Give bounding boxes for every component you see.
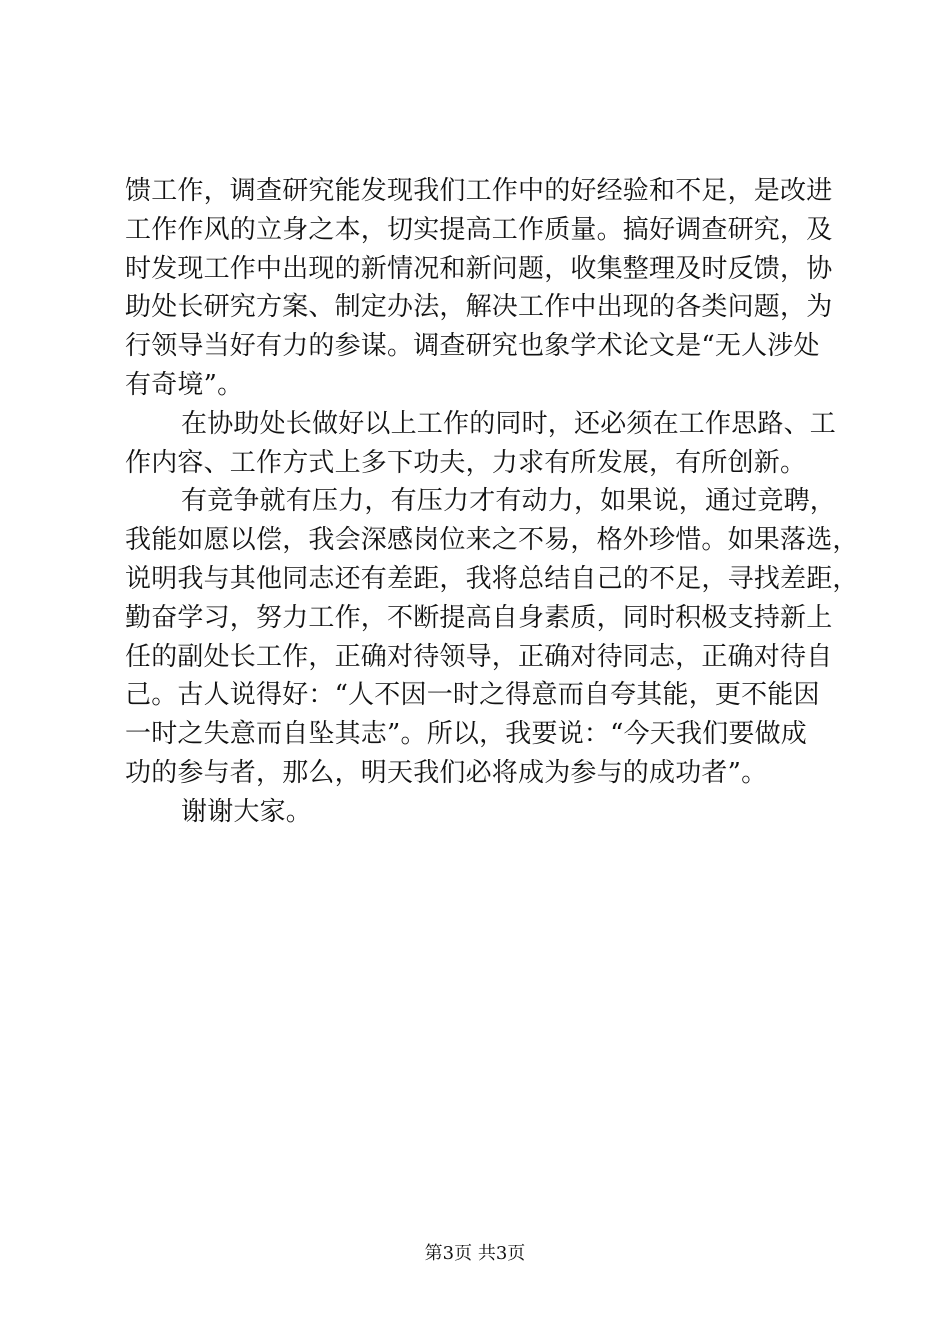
text-line: 一时之失意而自坠其志”。所以，我要说：“今天我们要做成 [125,719,807,750]
text-line: 工作作风的立身之本，切实提高工作质量。搞好调查研究，及 [125,214,833,245]
text-line: 行领导当好有力的参谋。调查研究也象学术论文是“无人涉处 [125,331,820,362]
text-line: 任的副处长工作，正确对待领导，正确对待同志，正确对待自 [125,641,833,672]
document-body [125,172,859,832]
text-line: 我能如愿以偿，我会深感岗位来之不易，格外珍惜。如果落选， [125,525,859,556]
text-line: 助处长研究方案、制定办法，解决工作中出现的各类问题，为 [125,292,833,323]
closing-line: 谢谢大家。 [181,796,313,827]
page-number-footer: 第3页 共3页 [424,1243,526,1264]
text-line: 功的参与者，那么，明天我们必将成为参与的成功者”。 [125,757,768,788]
text-line: 己。古人说得好：“人不因一时之得意而自夸其能，更不能因 [125,680,820,711]
text-line: 说明我与其他同志还有差距，我将总结自己的不足，寻找差距， [125,563,859,594]
paragraph-start-line: 在协助处长做好以上工作的同时，还必须在工作思路、工 [181,408,837,439]
text-line: 馈工作，调查研究能发现我们工作中的好经验和不足，是改进 [125,176,833,206]
text-line: 时发现工作中出现的新情况和新问题，收集整理及时反馈，协 [125,253,833,284]
text-line: 有奇境”。 [125,369,244,400]
text-line: 勤奋学习，努力工作，不断提高自身素质，同时积极支持新上 [125,602,833,633]
paragraph-start-line: 有竞争就有压力，有压力才有动力，如果说，通过竞聘， [181,486,837,517]
text-line: 作内容、工作方式上多下功夫，力求有所发展，有所创新。 [125,447,807,478]
